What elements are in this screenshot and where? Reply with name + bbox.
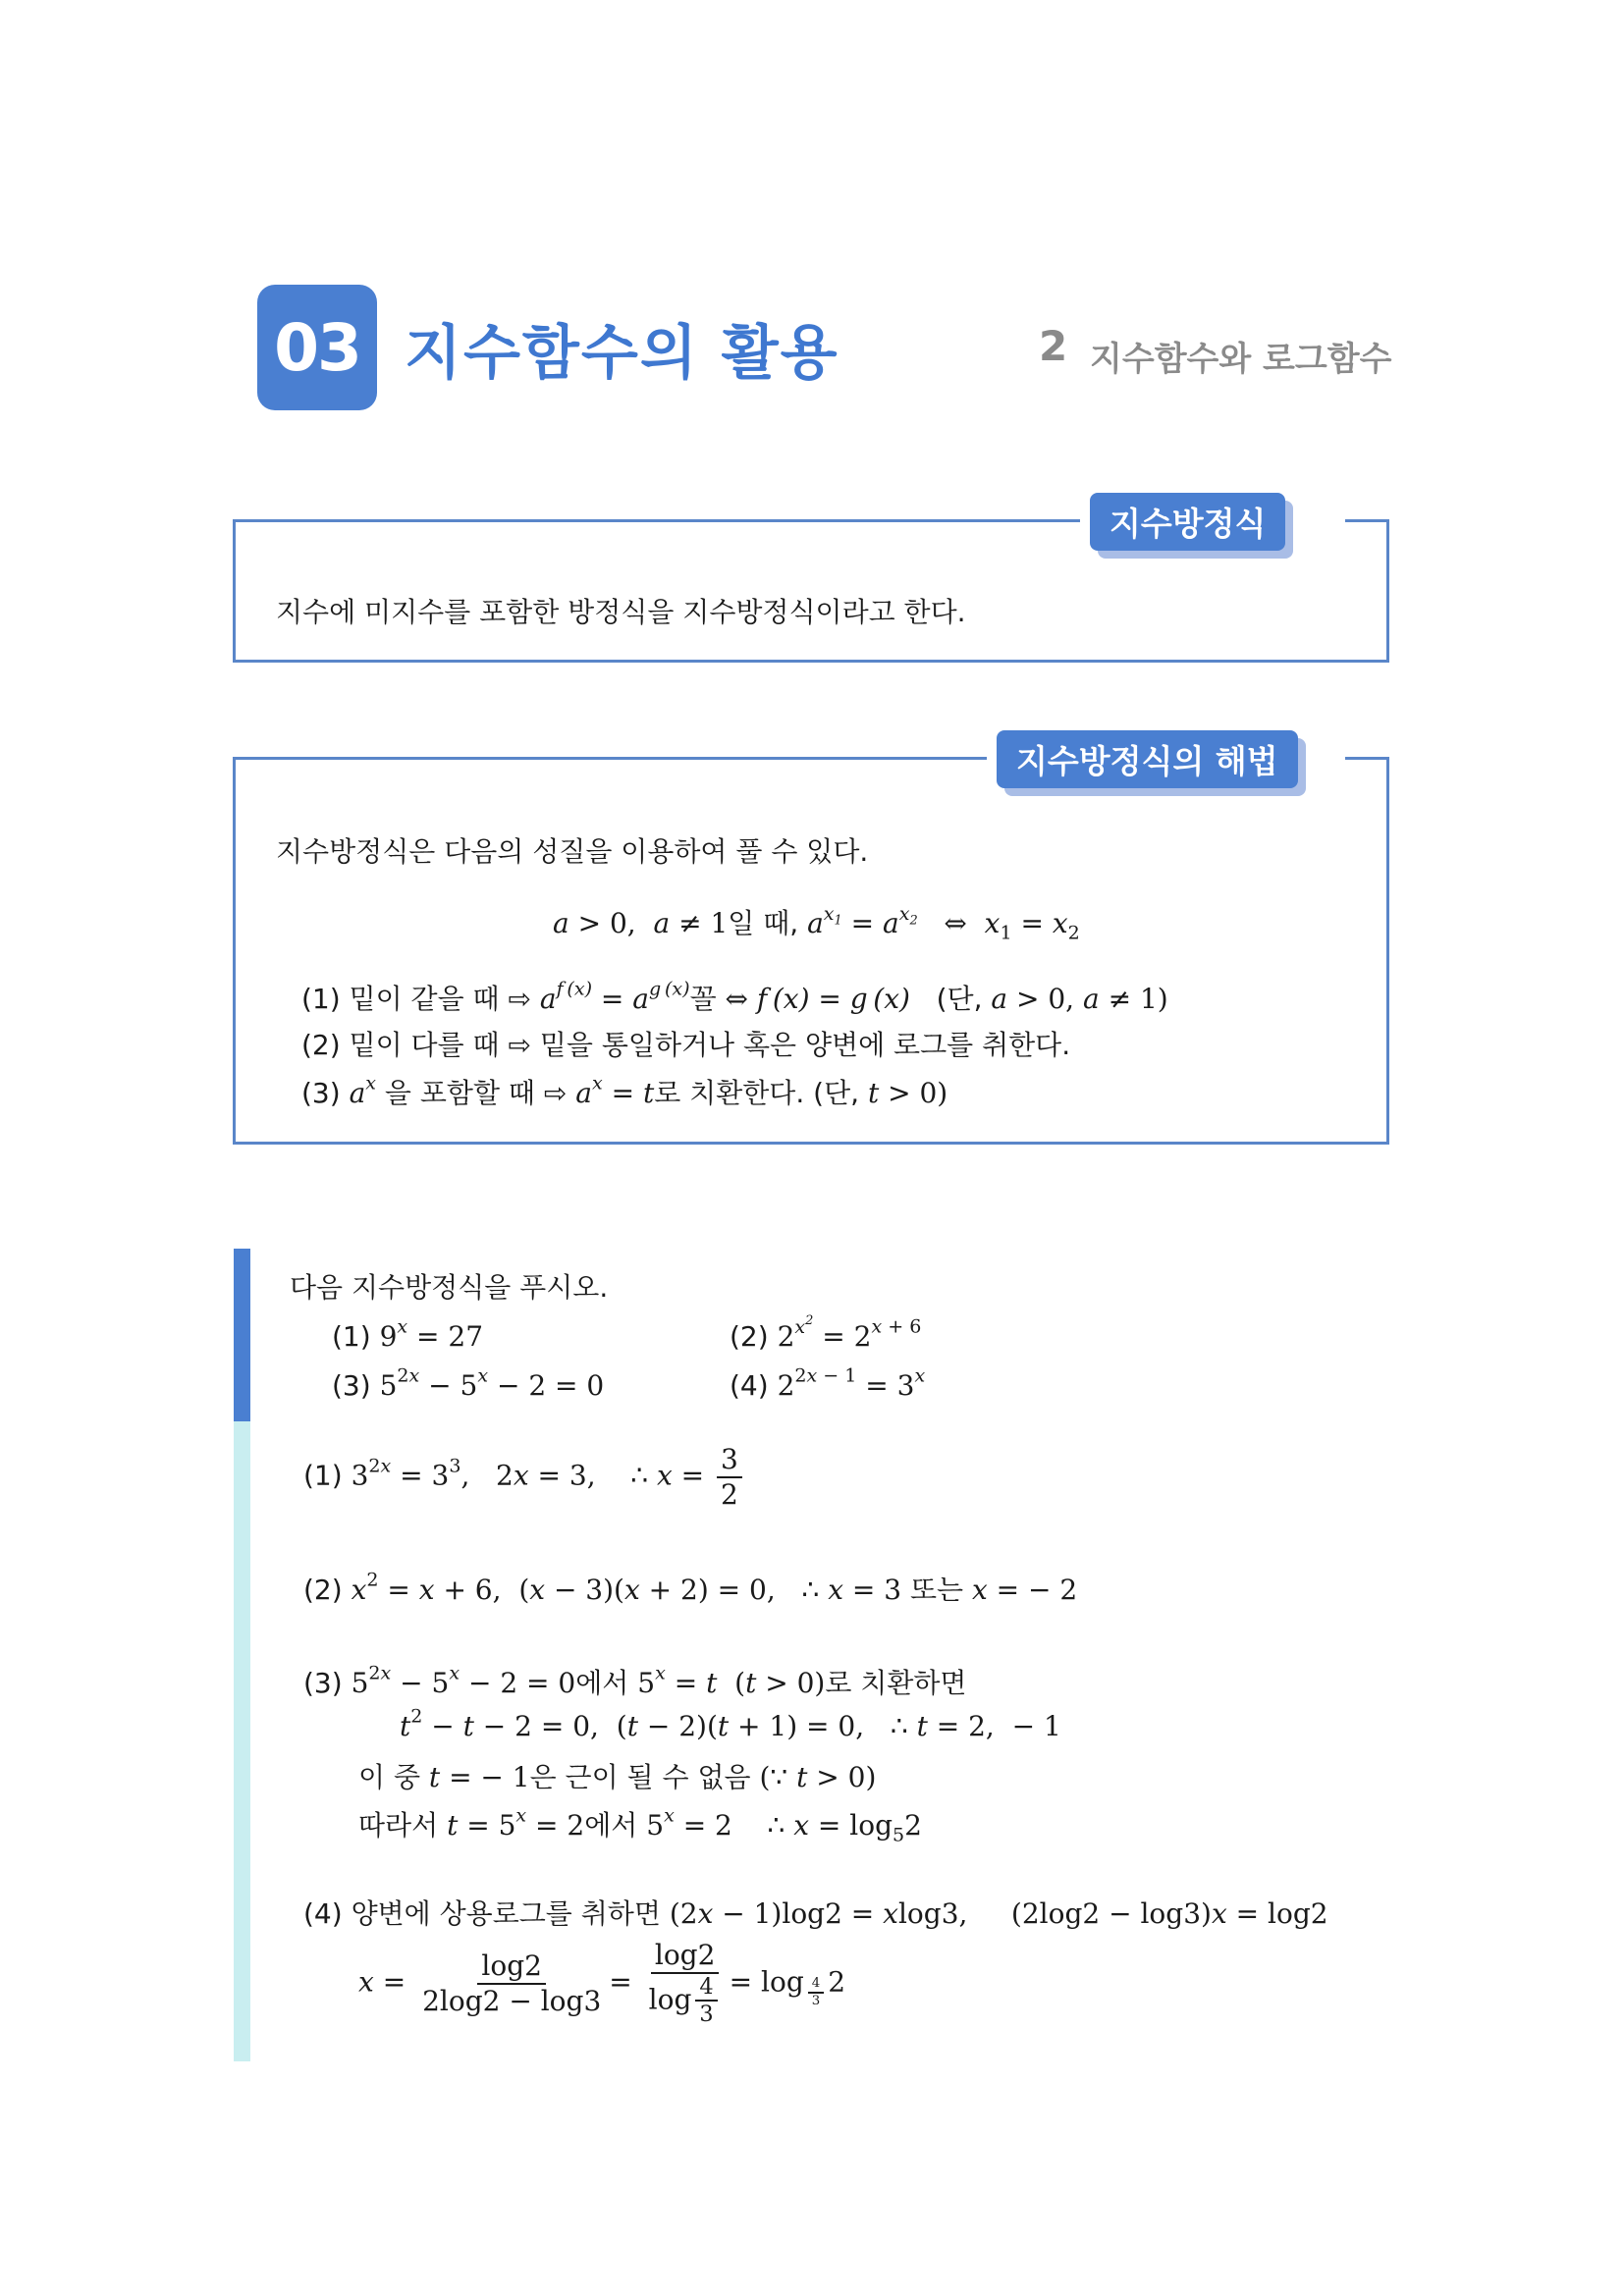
method-rule-3: (3) $a^x$ 을 포함할 때 ⇨ $a^x = t$로 치환한다. (단, t > 0) [301,1072,948,1109]
definition-box [233,505,1389,663]
solution-3-line-3: 이 중 t = − 1은 근이 될 수 없음 (∵ t > 0) [358,1761,877,1793]
method-rule-2: (2) 밑이 다를 때 ⇨ 밑을 통일하거나 혹은 양변에 로그를 취한다. [301,1029,1071,1061]
problem-3: (3) $5^{2x} - 5^x - 2 = 0$ [332,1364,605,1402]
example-question: 다음 지수방정식을 푸시오. [290,1271,609,1304]
solution-1: (1) $3^{2x} = 3^3$, 2x = 3, ∴ x = $\frac{3}{2}$ [303,1443,746,1511]
chapter-title: 지수함수와 로그함수 [1090,340,1392,379]
definition-tag: 지수방정식 [1090,493,1285,551]
page-title: 지수함수의 활용 [405,319,839,388]
method-intro: 지수방정식은 다음의 성질을 이용하여 풀 수 있다. [276,835,869,868]
solution-3-line-1: (3) $5^{2x} - 5^x - 2 = 0$에서 $5^x = t$ (t > 0)로 치환하면 [303,1662,967,1699]
definition-text: 지수에 미지수를 포함한 방정식을 지수방정식이라고 한다. [276,596,966,628]
method-property: a > 0, a ≠ 1일 때, $a^{x_1} = a^{x_2}$ ⇔ $x_1 = x_2$ [553,902,1080,944]
method-tag: 지수방정식의 해법 [997,730,1298,788]
chapter-number: 2 [1039,322,1068,370]
section-badge: 03 [257,285,377,410]
problem-1: (1) $9^x = 27$ [332,1315,484,1353]
example-bar [234,1249,250,1421]
solution-4-line-2: x = $\frac{\log 2}{2\log 2 - \log 3}$ = log2 log $\frac{4}{3}$ = log $_{\frac{4}{3}}$ 2 [358,1939,846,2028]
solution-bar [234,1421,250,2061]
method-rule-1: (1) 밑이 같을 때 ⇨ $a^{f (x)} = a^{g (x)}$꼴 ⇔ f (x) = g (x) (단, a > 0, a ≠ 1) [301,978,1168,1015]
solution-3-line-4: 따라서 $t = 5^x = 2$에서 $5^x = 2$ ∴ $x = \log_52$ [358,1804,922,1846]
solution-3-line-2: $t^2 - t - 2 = 0$, (t − 2)(t + 1) = 0, ∴ t = 2, − 1 [400,1705,1061,1742]
problem-4: (4) $2^{2x - 1} = 3^x$ [730,1364,926,1402]
problem-2: (2) $2^{x^2} = 2^{x + 6}$ [730,1312,922,1353]
method-box [233,742,1389,1145]
solution-4-line-1: (4) 양변에 상용로그를 취하면 (2x − 1)log2 = xlog3, (2log2 − log3)x = log2 [303,1897,1328,1930]
solution-2: (2) $x^2 = x + 6$, (x − 3)(x + 2) = 0, ∴ x = 3 또는 x = − 2 [303,1569,1078,1606]
